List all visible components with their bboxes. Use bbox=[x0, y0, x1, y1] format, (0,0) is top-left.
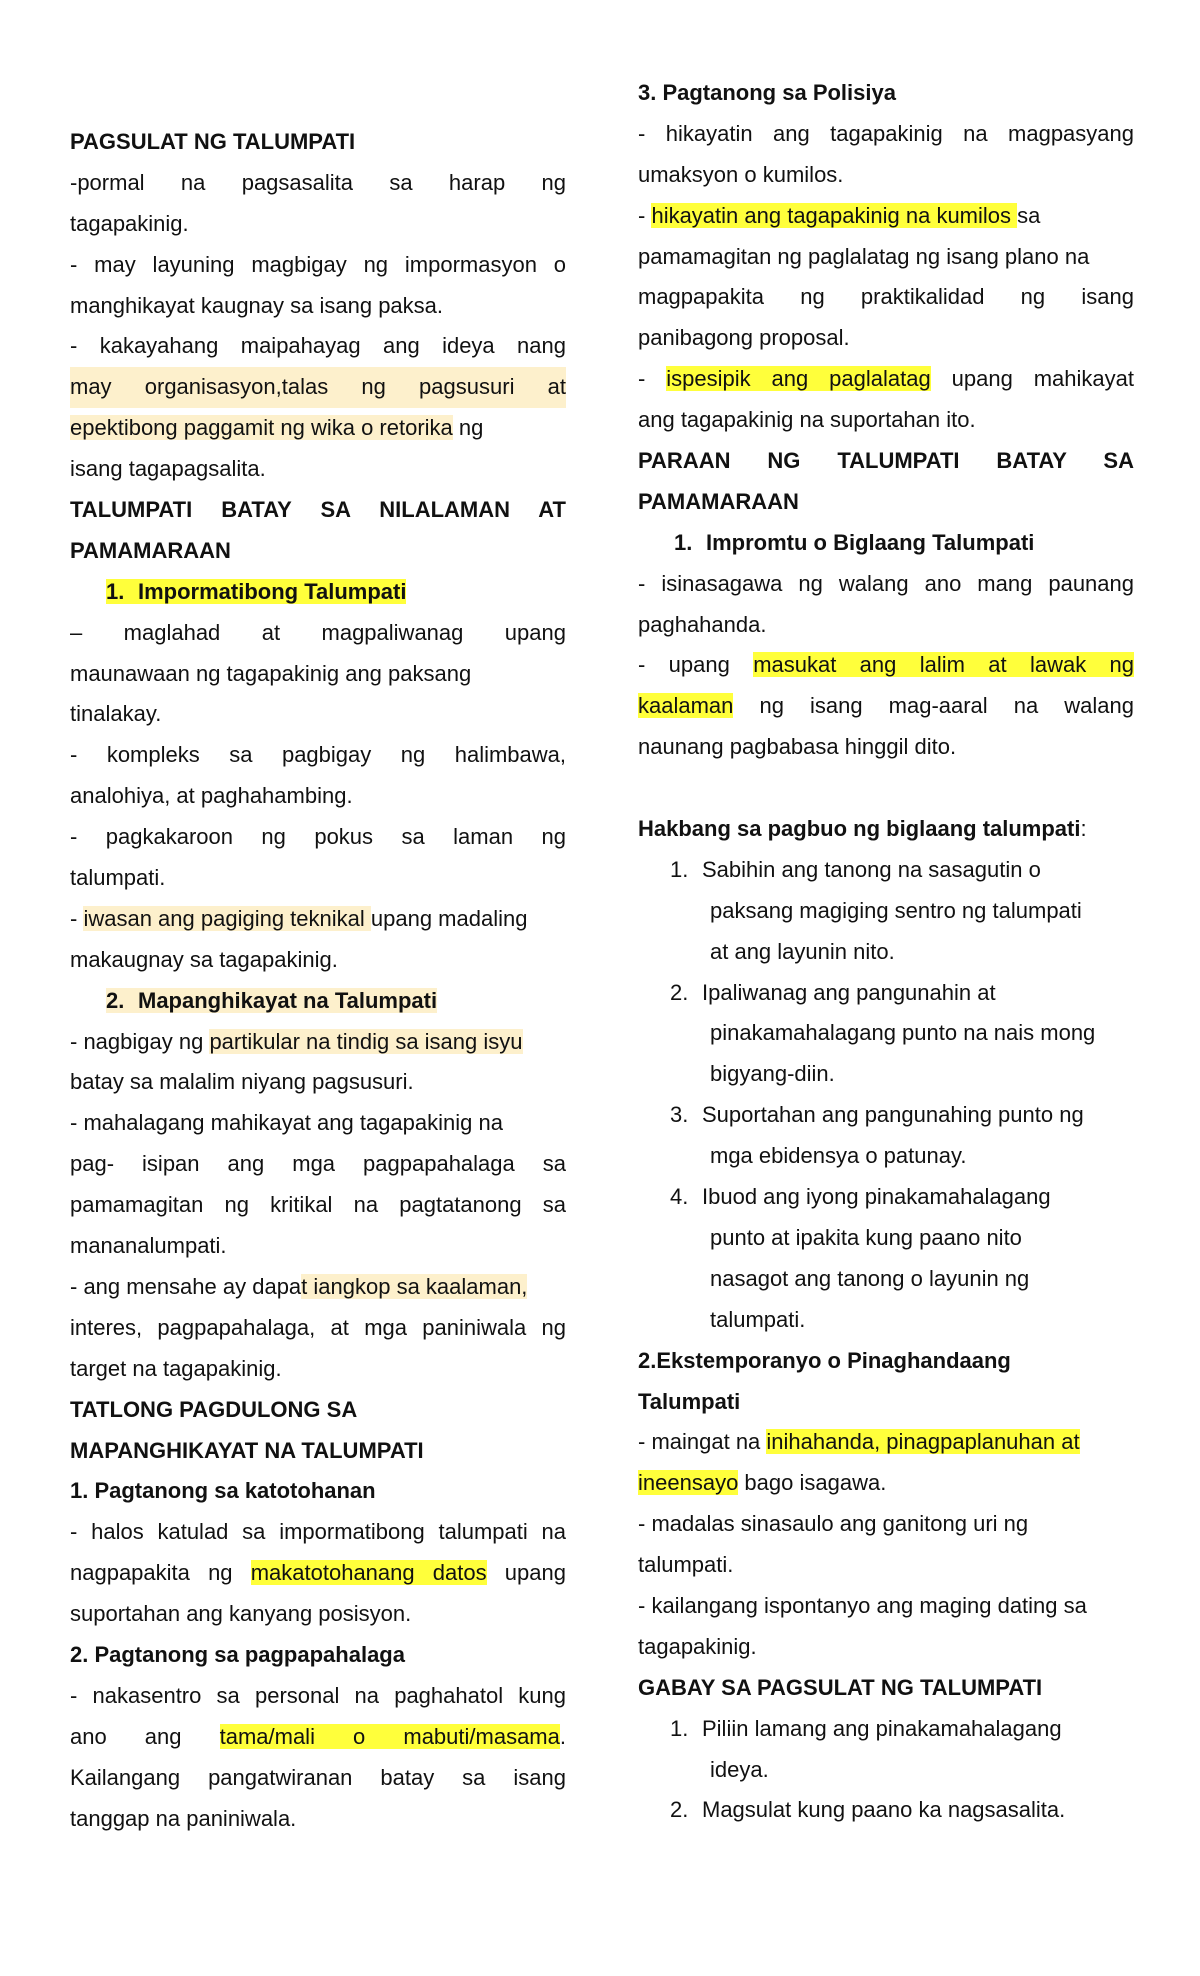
list-text: Ibuod ang iyong pinakamahalagang bbox=[702, 1184, 1051, 1210]
text-line: - halos katulad sa impormatibong talumpati na bbox=[70, 1519, 566, 1545]
text-line: manghikayat kaugnay sa isang paksa. bbox=[70, 292, 444, 318]
highlight: t iangkop sa kaalaman, bbox=[301, 1273, 528, 1299]
text: ng isang mag-aaral na walang bbox=[733, 693, 1134, 719]
section-heading: TALUMPATI BATAY SA NILALAMAN AT bbox=[70, 497, 566, 523]
highlight: iwasan ang pagiging teknikal bbox=[83, 905, 371, 931]
list-text: Suportahan ang pangunahing punto ng bbox=[702, 1102, 1084, 1128]
text-line bbox=[70, 1717, 566, 1758]
highlight bbox=[106, 579, 406, 604]
text-line: maunawaan ng tagapakinig ang paksang bbox=[70, 660, 472, 686]
subheading: Talumpati bbox=[638, 1388, 741, 1414]
text-line: - kakayahang maipahayag ang ideya nang bbox=[70, 333, 566, 359]
list-item bbox=[638, 1709, 1134, 1750]
text-line: suportahan ang kanyang posisyon. bbox=[70, 1601, 412, 1627]
text-line: paghahanda. bbox=[638, 611, 767, 637]
text-line: - may layuning magbigay ng impormasyon o bbox=[70, 251, 566, 277]
list-text: Piliin lamang ang pinakamahalagang bbox=[702, 1715, 1062, 1741]
subheading-text: Impromtu o Biglaang Talumpati bbox=[706, 529, 1035, 555]
list-number: 4. bbox=[670, 1184, 689, 1210]
subheading-text: Hakbang sa pagbuo ng biglaang talumpati bbox=[638, 816, 1081, 842]
text-line: mananalumpati. bbox=[70, 1233, 227, 1259]
subheading-impromtu bbox=[638, 523, 1134, 564]
text-line bbox=[70, 1553, 566, 1594]
text-line: umaksyon o kumilos. bbox=[638, 161, 844, 187]
text-line: tinalakay. bbox=[70, 701, 162, 727]
text: ano ang bbox=[70, 1723, 220, 1749]
list-number: 2. bbox=[106, 987, 125, 1013]
text-line: - isinasagawa ng walang ano mang paunang bbox=[638, 570, 1134, 596]
text: upang madaling bbox=[370, 905, 528, 931]
highlight: kaalaman bbox=[638, 693, 734, 719]
text-line bbox=[70, 1267, 566, 1308]
highlight: partikular na tindig sa isang isyu bbox=[209, 1028, 523, 1054]
text-line bbox=[638, 1463, 1134, 1504]
text: - maingat na bbox=[638, 1429, 767, 1455]
text-line: talumpati. bbox=[638, 1552, 734, 1578]
text-line bbox=[638, 196, 1134, 237]
doc-title: PAGSULAT NG TALUMPATI bbox=[70, 129, 356, 154]
text-line bbox=[70, 1022, 566, 1063]
section-heading: PAMAMARAAN bbox=[638, 488, 799, 514]
section-heading: TATLONG PAGDULONG SA bbox=[70, 1396, 358, 1422]
text-line: target na tagapakinig. bbox=[70, 1355, 282, 1381]
subheading-text: Impormatibong Talumpati bbox=[138, 578, 407, 604]
list-number: 1. bbox=[670, 856, 689, 882]
text: sa bbox=[1017, 202, 1041, 228]
steps-list bbox=[638, 850, 1134, 1341]
text-line: - nakasentro sa personal na paghahatol kung bbox=[70, 1682, 566, 1708]
right-column bbox=[638, 73, 1134, 1831]
list-number: 2. bbox=[670, 979, 689, 1005]
highlight: hikayatin ang tagapakinig na kumilos bbox=[651, 202, 1018, 228]
text-line: magpapakita ng praktikalidad ng isang bbox=[638, 284, 1134, 310]
text-line: - madalas sinasaulo ang ganitong uri ng bbox=[638, 1511, 1029, 1537]
text-line: batay sa malalim niyang pagsusuri. bbox=[70, 1069, 414, 1095]
list-item-continued: pinakamahalagang punto na nais mong bbox=[710, 1020, 1096, 1046]
section-heading: PAMAMARAAN bbox=[70, 537, 231, 563]
text: nagpapakita ng bbox=[70, 1560, 251, 1586]
text-line: tanggap na paniniwala. bbox=[70, 1805, 297, 1831]
subheading-mapanghikayat bbox=[70, 981, 566, 1022]
subheading: 2. Pagtanong sa pagpapahalaga bbox=[70, 1641, 405, 1667]
text-line: -pormal na pagsasalita sa harap ng bbox=[70, 169, 566, 195]
text: - bbox=[638, 202, 652, 228]
text-line: pamamagitan ng kritikal na pagtatanong sa bbox=[70, 1192, 566, 1218]
list-item bbox=[638, 1177, 1134, 1218]
section-heading: MAPANGHIKAYAT NA TALUMPATI bbox=[70, 1437, 424, 1463]
list-item-continued: mga ebidensya o patunay. bbox=[710, 1143, 967, 1169]
subheading bbox=[638, 809, 1134, 850]
text: upang mahikayat bbox=[930, 366, 1134, 392]
text-line: naunang pagbabasa hinggil dito. bbox=[638, 734, 957, 760]
subheading: 2.Ekstemporanyo o Pinaghandaang bbox=[638, 1347, 1011, 1373]
text-line: - kompleks sa pagbigay ng halimbawa, bbox=[70, 742, 566, 768]
text-line: panibagong proposal. bbox=[638, 325, 850, 351]
text-line: ang tagapakinig na suportahan ito. bbox=[638, 407, 976, 433]
highlight: ineensayo bbox=[638, 1470, 739, 1496]
text-line bbox=[638, 686, 1134, 727]
text-line: tagapakinig. bbox=[638, 1633, 757, 1659]
blank-line bbox=[638, 768, 1134, 809]
highlight: tama/mali o mabuti/masama bbox=[219, 1723, 560, 1749]
subheading-impormatibo bbox=[70, 572, 566, 613]
text: - upang bbox=[638, 652, 754, 678]
highlight: epektibong paggamit ng wika o retorika bbox=[70, 415, 453, 441]
text-line: isang tagapagsalita. bbox=[70, 456, 266, 482]
list-number: 1. bbox=[674, 529, 693, 555]
text-line: pag- isipan ang mga pagpapahalaga sa bbox=[70, 1151, 566, 1177]
list-item bbox=[638, 973, 1134, 1014]
text: - ang mensahe ay dapa bbox=[70, 1273, 302, 1299]
list-text: Magsulat kung paano ka nagsasalita. bbox=[702, 1797, 1066, 1823]
text-line: analohiya, at paghahambing. bbox=[70, 783, 353, 809]
text-line: talumpati. bbox=[70, 865, 166, 891]
left-column bbox=[70, 122, 566, 1839]
list-number: 1. bbox=[670, 1715, 689, 1741]
list-item bbox=[638, 1790, 1134, 1831]
text-line: interes, pagpapahalaga, at mga paniniwala ng bbox=[70, 1314, 566, 1340]
text-line: Kailangang pangatwiranan batay sa isang bbox=[70, 1764, 566, 1790]
text: ng bbox=[452, 415, 484, 441]
highlight: makatotohanang datos bbox=[250, 1560, 487, 1586]
section-heading: PARAAN NG TALUMPATI BATAY SA bbox=[638, 448, 1134, 474]
list-number: 2. bbox=[670, 1797, 689, 1823]
list-item-continued: at ang layunin nito. bbox=[710, 938, 895, 964]
list-number: 1. bbox=[106, 578, 125, 604]
guide-list bbox=[638, 1709, 1134, 1832]
list-item-continued: nasagot ang tanong o layunin ng bbox=[710, 1265, 1030, 1291]
text-line: - mahalagang mahikayat ang tagapakinig na bbox=[70, 1110, 503, 1136]
text-line: tagapakinig. bbox=[70, 210, 189, 236]
highlight: masukat ang lalim at lawak ng bbox=[753, 652, 1134, 678]
list-item-continued: paksang magiging sentro ng talumpati bbox=[710, 897, 1082, 923]
list-item-continued: bigyang-diin. bbox=[710, 1061, 835, 1087]
highlight: inihahanda, pinagpaplanuhan at bbox=[766, 1429, 1080, 1455]
list-number: 3. bbox=[670, 1102, 689, 1128]
text: upang bbox=[486, 1560, 566, 1586]
text: - nagbigay ng bbox=[70, 1028, 210, 1054]
text: bago isagawa. bbox=[738, 1470, 887, 1496]
text-line bbox=[638, 1422, 1134, 1463]
text-line bbox=[638, 359, 1134, 400]
list-item-continued: talumpati. bbox=[710, 1306, 806, 1332]
subheading: 1. Pagtanong sa katotohanan bbox=[70, 1478, 376, 1504]
text-line: – maglahad at magpaliwanag upang bbox=[70, 619, 566, 645]
subheading-text: Mapanghikayat na Talumpati bbox=[138, 987, 438, 1013]
highlight bbox=[106, 988, 437, 1013]
text-line: - kailangang ispontanyo ang maging dating sa bbox=[638, 1592, 1087, 1618]
text: . bbox=[559, 1723, 566, 1749]
list-item bbox=[638, 850, 1134, 891]
list-text: Sabihin ang tanong na sasagutin o bbox=[702, 856, 1041, 882]
text-line bbox=[638, 645, 1134, 686]
list-text: Ipaliwanag ang pangunahin at bbox=[702, 979, 996, 1005]
list-item bbox=[638, 1095, 1134, 1136]
text: - bbox=[638, 366, 667, 392]
text-line: pamamagitan ng paglalatag ng isang plano na bbox=[638, 243, 1090, 269]
list-item-continued: punto at ipakita kung paano nito bbox=[710, 1224, 1022, 1250]
text-line bbox=[70, 408, 566, 449]
highlight: ispesipik ang paglalatag bbox=[666, 366, 931, 392]
text: - bbox=[70, 905, 84, 931]
text: : bbox=[1080, 816, 1087, 842]
highlighted-line: may organisasyon,talas ng pagsusuri at bbox=[70, 367, 566, 408]
text-line: - hikayatin ang tagapakinig na magpasyang bbox=[638, 120, 1134, 146]
list-item-continued: ideya. bbox=[710, 1756, 769, 1782]
text-line: - pagkakaroon ng pokus sa laman ng bbox=[70, 824, 566, 850]
text-line: makaugnay sa tagapakinig. bbox=[70, 946, 338, 972]
text-line bbox=[70, 899, 566, 940]
subheading: 3. Pagtanong sa Polisiya bbox=[638, 80, 896, 105]
section-heading: GABAY SA PAGSULAT NG TALUMPATI bbox=[638, 1674, 1043, 1700]
